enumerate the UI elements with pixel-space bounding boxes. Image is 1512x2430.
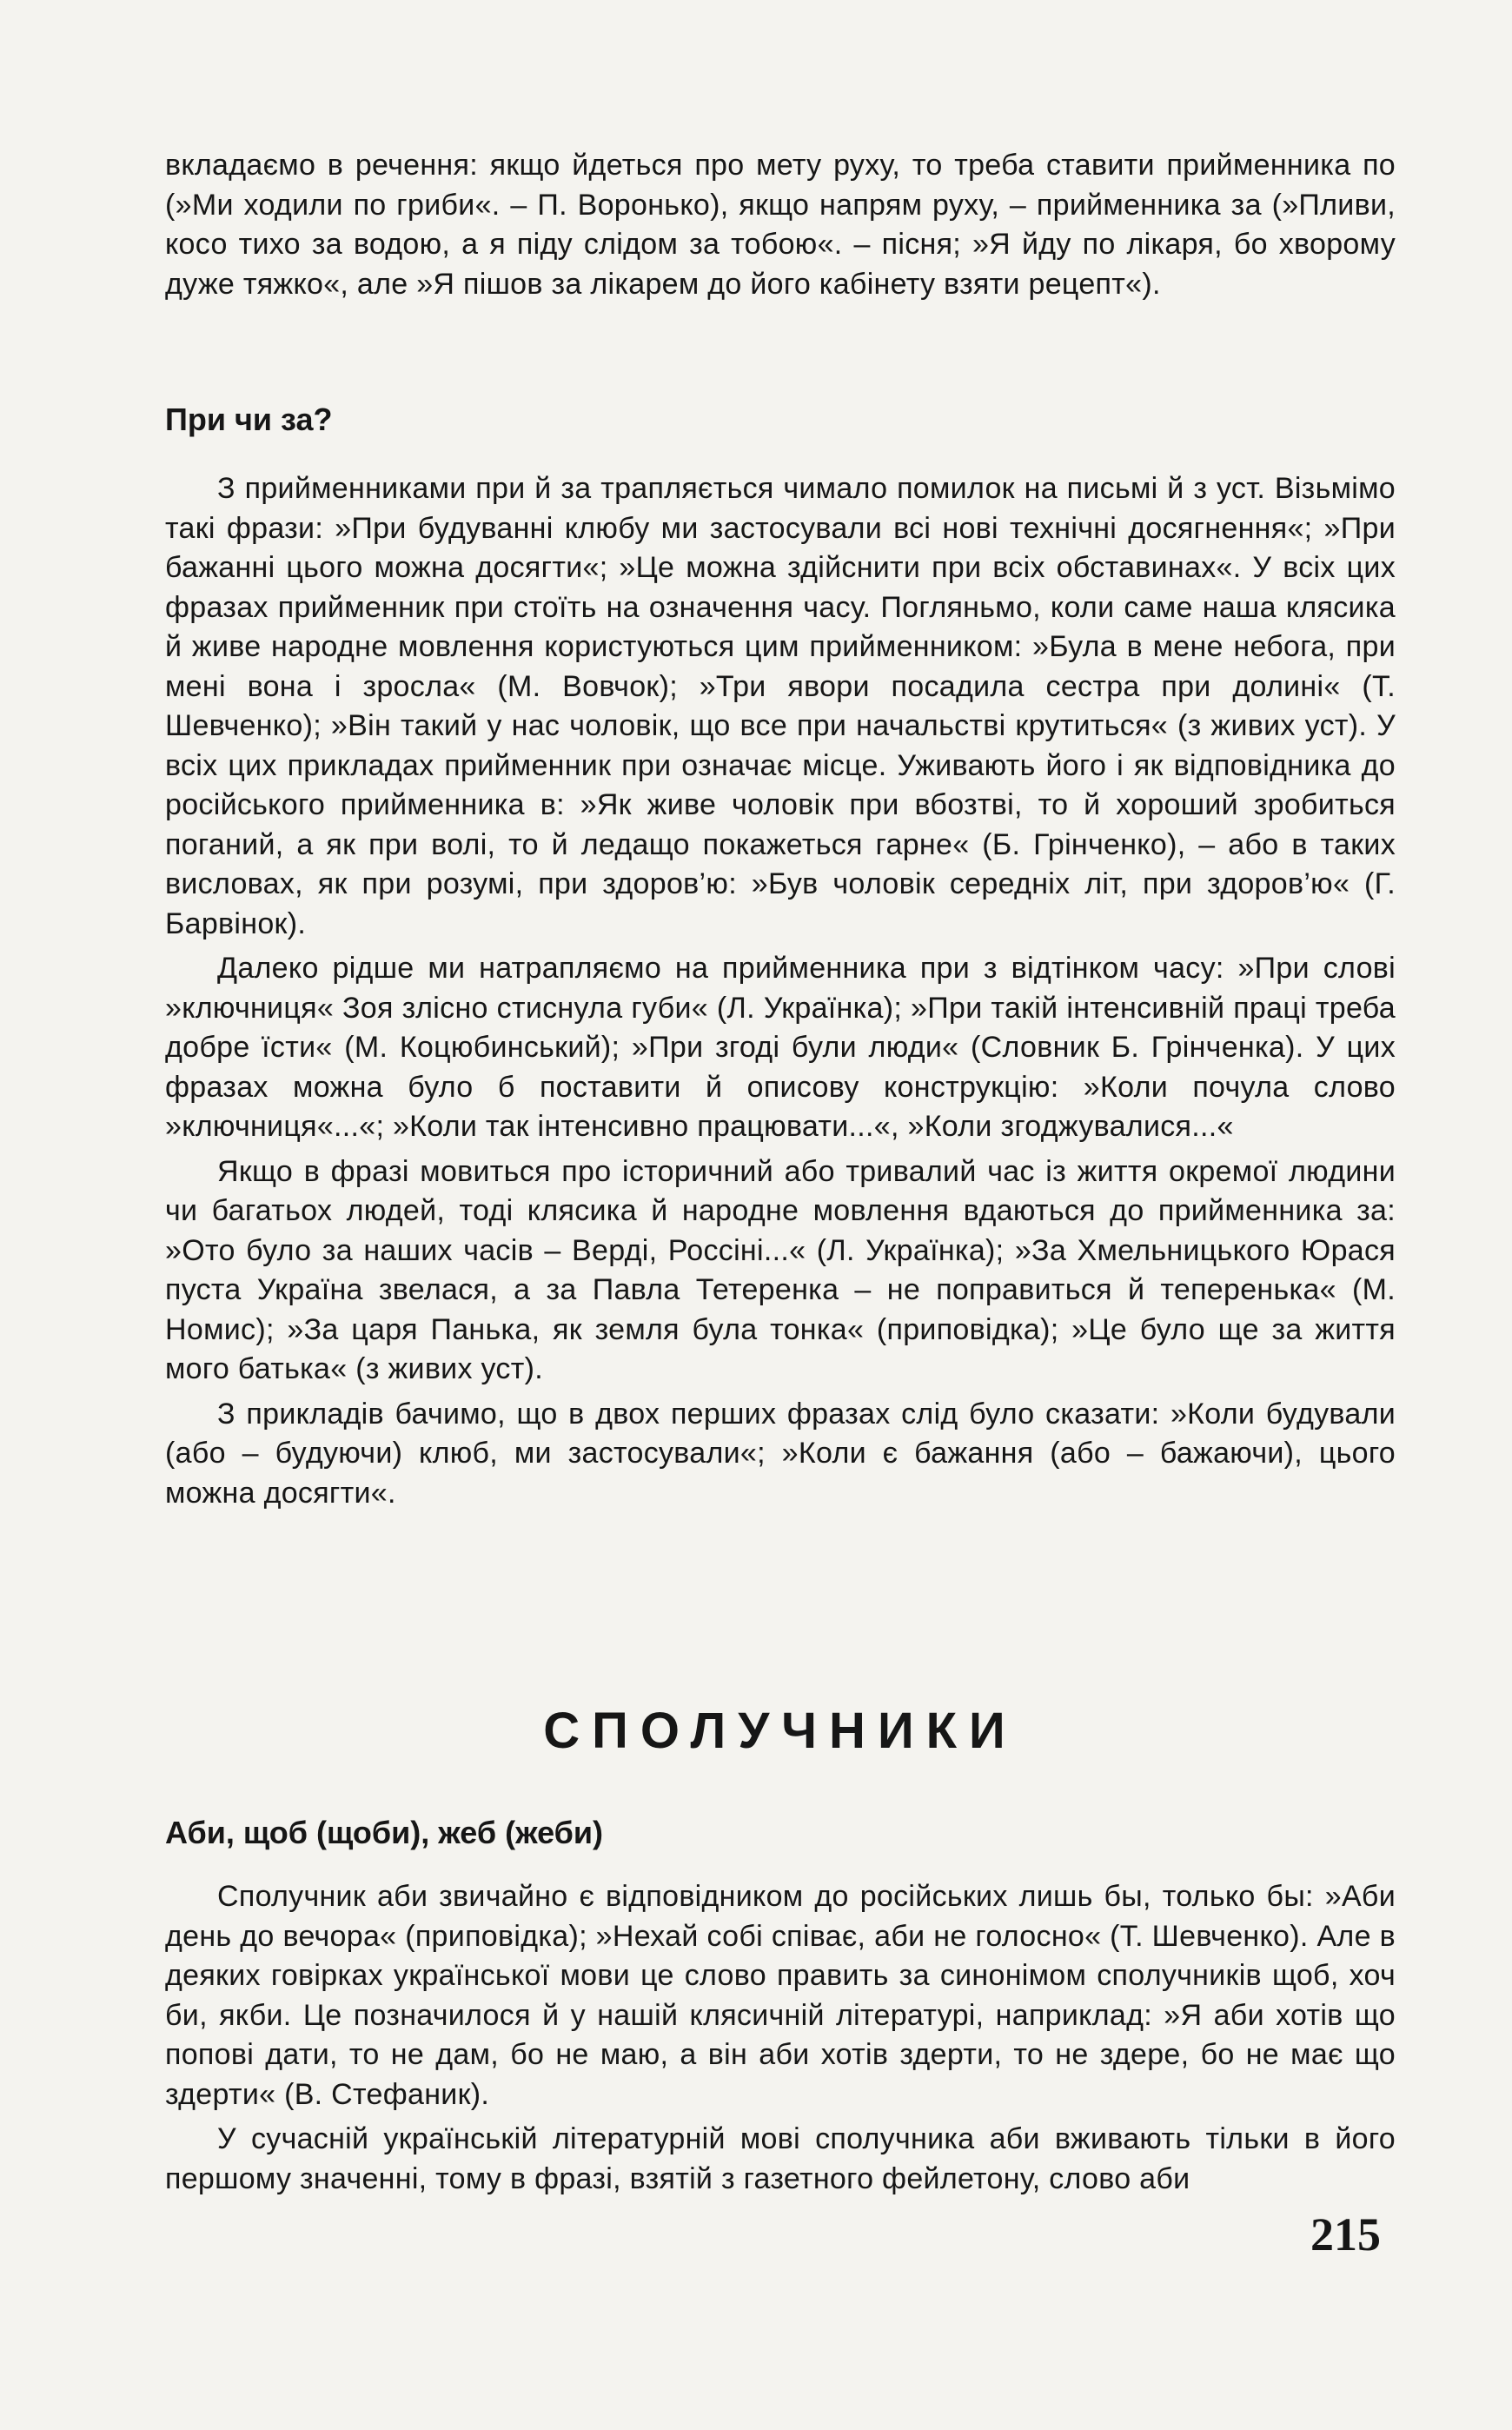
subheading-aby-shchob: Аби, щоб (щоби), жеб (жеби) bbox=[165, 1815, 604, 1850]
paragraph-1: З прийменниками при й за трапляється чимало помилок на письмі й з уст. Візьмімо такі фрази: »При будуванні клюбу ми застосували всі нові технічні досягнення«; »При бажанні цього можна досягти«; »Це можна здійснити при всіх обставинах«. У всіх цих фразах прийменник при стоїть на означення часу. Погляньмо, коли саме наша клясика й живе народне мовлення користуються цим прийменником: »Була в мене небога, при мені вона і зросла« (М. Вовчок); »Три явори посадила сестра при долині« (Т. Шевченко); »Він такий у нас чоловік, що все при начальстві крутиться« (з живих уст). У всіх цих прикладах прийменник при означає місце. Уживають його і як відповідника до російського прийменника в: »Як живе чоловік при вбозтві, то й хороший зробиться поганий, а як при волі, то й ледащо покажеться гарне« (Б. Грінченко), – або в таких висловах, як при розумі, при здоров’ю: »Був чоловік середніх літ, при здоров’ю« (Г. Барвінок). bbox=[165, 472, 1396, 940]
section-header bbox=[165, 1702, 1396, 1760]
page-number: 215 bbox=[1310, 2208, 1381, 2261]
subsection-aby bbox=[165, 1815, 1396, 1851]
paragraph-6: У сучасній українській літературній мові сполучника аби вживають тільки в його першому значенні, тому в фразі, взятій з газетного фейлетону, слово аби bbox=[165, 2122, 1396, 2195]
subsection-pry-za bbox=[165, 402, 1396, 438]
paragraph-4: З прикладів бачимо, що в двох перших фразах слід було сказати: »Коли будували (або – будуючи) клюб, ми застосували«; »Коли є бажання (або – бажаючи), цього можна досягти«. bbox=[165, 1397, 1396, 1510]
subheading-pry-chy-za: При чи за? bbox=[165, 402, 333, 437]
paragraph-2: Далеко рідше ми натрапляємо на прийменника при з відтінком часу: »При слові »ключниця« Зоя злісно стиснула губи« (Л. Українка); »При такій інтенсивній праці треба добре їсти« (М. Коцюбинський); »При згоді були люди« (Словник Б. Грінченка). У цих фразах можна було б поставити й описову конструкцію: »Коли почула слово »ключниця«...«; »Коли так інтенсивно працювати...«, »Коли згоджувалися...« bbox=[165, 952, 1396, 1143]
paragraph-top: вкладаємо в речення: якщо йдеться про мету руху, то треба ставити прийменника по (»Ми ходили по гриби«. – П. Воронько), якщо напрям руху, – прийменника за (»Пливи, косо тихо за водою, а я піду слідом за тобою«. – пісня; »Я йду по лікаря, бо хворому дуже тяжко«, але »Я пішов за лікарем до його кабінету взяти рецепт«). bbox=[165, 149, 1396, 301]
aby-body bbox=[165, 1877, 1396, 2199]
section-title: СПОЛУЧНИКИ bbox=[543, 1703, 1018, 1759]
paragraph-3: Якщо в фразі мовиться про історичний або тривалий час із життя окремої людини чи багатьох людей, тоді клясика й народне мовлення вдаються до прийменника за: »Ото було за наших часів – Верді, Россіні...« (Л. Українка); »За Хмельницького Юрася пуста Україна звелася, а за Павла Тетеренка – не поправиться й теперенька« (М. Номис); »За царя Панька, як земля була тонка« (приповідка); »Це було ще за життя мого батька« (з живих уст). bbox=[165, 1154, 1396, 1385]
pry-za-body bbox=[165, 469, 1396, 1513]
continuation-paragraph bbox=[165, 146, 1396, 304]
paragraph-5: Сполучник аби звичайно є відповідником до російських лишь бы, только бы: »Аби день до вечора« (приповідка); »Нехай собі співає, аби не голосно« (Т. Шевченко). Але в деяких говірках української мови це слово править за синонімом сполучників щоб, хоч би, якби. Це позначилося й у нашій клясичній літературі, наприклад: »Я аби хотів що попові дати, то не дам, бо не маю, а він аби хотів здерти, то не здере, бо не має що здерти« (В. Стефаник). bbox=[165, 1880, 1396, 2111]
